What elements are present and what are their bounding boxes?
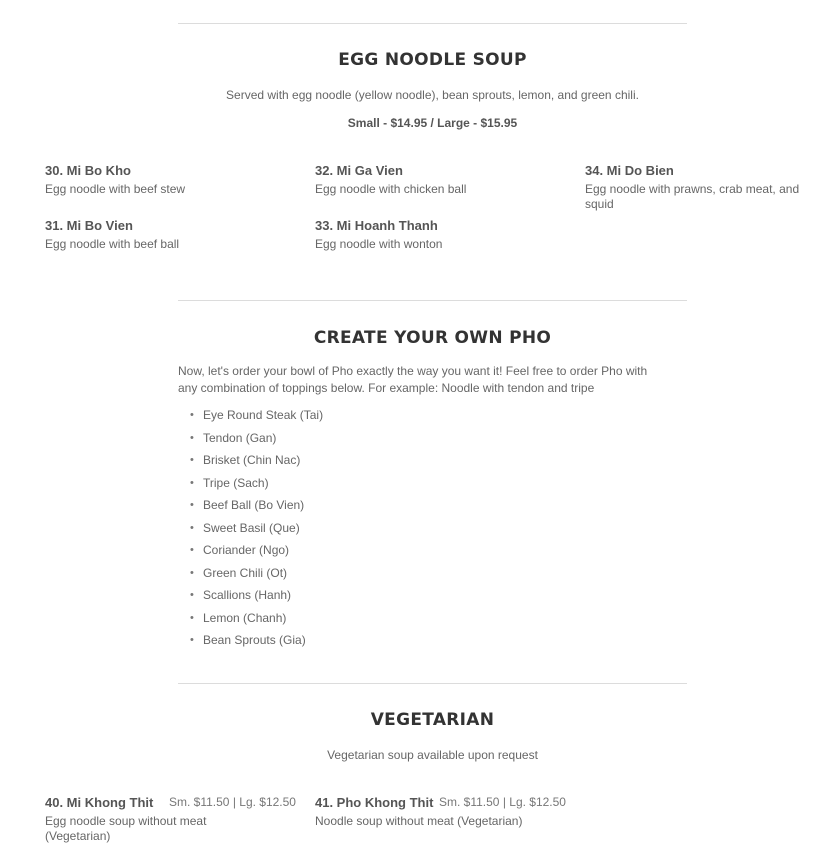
egg-noodle-description: Served with egg noodle (yellow noodle), bean sprouts, lemon, and green chili. bbox=[226, 88, 639, 102]
topping-label: Lemon (Chanh) bbox=[203, 610, 287, 625]
menu-item-name: 40. Mi Khong Thit bbox=[45, 795, 154, 810]
bullet-icon: • bbox=[190, 454, 194, 466]
topping-label: Eye Round Steak (Tai) bbox=[203, 408, 324, 422]
topping-label: Beef Ball (Bo Vien) bbox=[203, 498, 305, 512]
divider bbox=[178, 23, 687, 24]
menu-item-description: Egg noodle with prawns, crab meat, and squid bbox=[585, 182, 800, 211]
list-item bbox=[190, 521, 323, 544]
bullet-icon: • bbox=[190, 566, 194, 579]
vegetarian-description: Vegetarian soup available upon request bbox=[327, 748, 538, 762]
menu-item-price: Sm. $11.50 | Lg. $12.50 bbox=[439, 795, 566, 809]
list-item bbox=[190, 453, 323, 476]
menu-item-name: 34. Mi Do Bien bbox=[585, 163, 674, 178]
bullet-icon: • bbox=[190, 521, 194, 534]
menu-item-description: Egg noodle with beef ball bbox=[45, 237, 180, 251]
list-item bbox=[190, 431, 323, 454]
menu-item bbox=[315, 218, 535, 252]
menu-item bbox=[45, 163, 265, 197]
menu-item-description: Noodle soup without meat (Vegetarian) bbox=[315, 814, 523, 828]
menu-item-name: 32. Mi Ga Vien bbox=[315, 163, 403, 178]
bullet-icon: • bbox=[190, 544, 194, 556]
divider bbox=[178, 683, 687, 684]
menu-item-description: Egg noodle with beef stew bbox=[45, 182, 186, 196]
section-title-create-pho: CREATE YOUR OWN PHO bbox=[313, 328, 552, 348]
menu-item bbox=[45, 218, 265, 252]
topping-label: Sweet Basil (Que) bbox=[203, 520, 300, 535]
list-item bbox=[190, 476, 323, 499]
topping-label: Brisket (Chin Nac) bbox=[203, 453, 301, 467]
bullet-icon: • bbox=[190, 611, 194, 624]
topping-label: Coriander (Ngo) bbox=[203, 543, 290, 557]
menu-item bbox=[315, 163, 535, 197]
section-title-egg-noodle: EGG NOODLE SOUP bbox=[338, 50, 527, 70]
bullet-icon: • bbox=[190, 431, 194, 444]
toppings-list bbox=[190, 408, 323, 656]
topping-label: Scallions (Hanh) bbox=[203, 588, 292, 602]
menu-item bbox=[585, 163, 800, 212]
list-item bbox=[190, 543, 323, 566]
list-item bbox=[190, 498, 323, 521]
topping-label: Bean Sprouts (Gia) bbox=[203, 633, 306, 647]
bullet-icon: • bbox=[190, 499, 194, 511]
menu-item-description: Egg noodle soup without meat (Vegetarian) bbox=[45, 814, 207, 843]
menu-item-name: 41. Pho Khong Thit bbox=[315, 795, 434, 810]
list-item bbox=[190, 633, 323, 656]
menu-item-name: 30. Mi Bo Kho bbox=[45, 163, 131, 178]
section-title-vegetarian: VEGETARIAN bbox=[370, 710, 495, 730]
list-item bbox=[190, 611, 323, 634]
topping-label: Tendon (Gan) bbox=[203, 430, 277, 445]
bullet-icon: • bbox=[190, 409, 194, 421]
topping-label: Tripe (Sach) bbox=[203, 475, 269, 490]
menu-item-description: Egg noodle with wonton bbox=[315, 237, 443, 251]
egg-noodle-price: Small - $14.95 / Large - $15.95 bbox=[347, 116, 518, 130]
bullet-icon: • bbox=[190, 476, 194, 489]
menu-item-description: Egg noodle with chicken ball bbox=[315, 182, 467, 196]
create-pho-intro: Now, let's order your bowl of Pho exactly the way you want it! Feel free to order Pho with any combination of toppings below. For example: Noodle with tendon and tripe bbox=[178, 364, 648, 395]
menu-item-price: Sm. $11.50 | Lg. $12.50 bbox=[169, 795, 296, 809]
list-item bbox=[190, 588, 323, 611]
bullet-icon: • bbox=[190, 589, 194, 601]
topping-label: Green Chili (Ot) bbox=[203, 565, 288, 580]
list-item bbox=[190, 566, 323, 589]
menu-item-name: 31. Mi Bo Vien bbox=[45, 218, 133, 233]
bullet-icon: • bbox=[190, 634, 194, 646]
divider bbox=[178, 300, 687, 301]
list-item bbox=[190, 408, 323, 431]
menu-item-name: 33. Mi Hoanh Thanh bbox=[315, 218, 438, 233]
